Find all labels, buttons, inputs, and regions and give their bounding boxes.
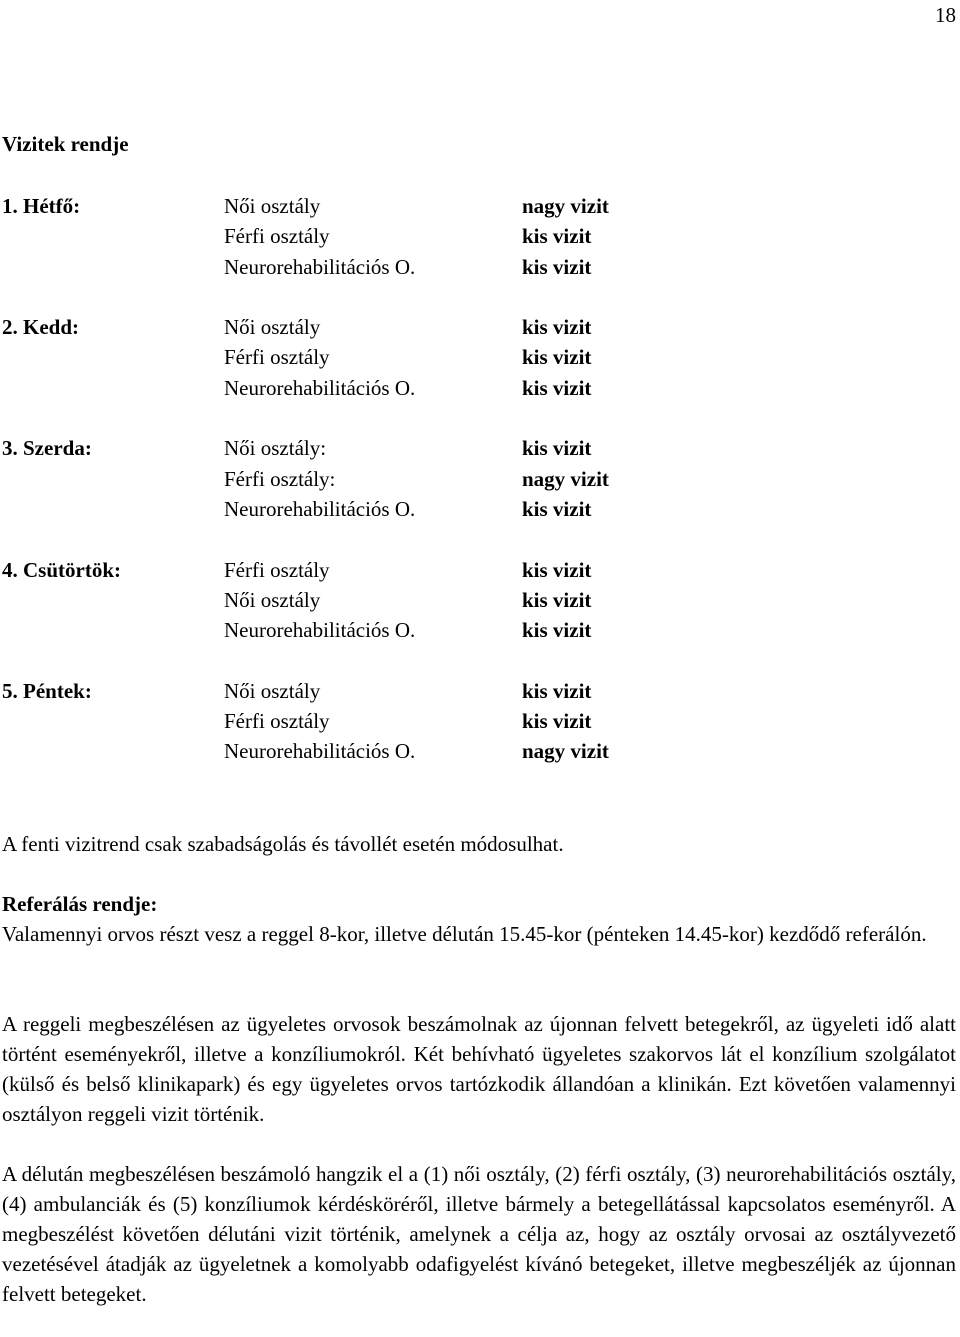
schedule-row bbox=[2, 555, 702, 585]
visit-type: kis vizit bbox=[522, 345, 592, 370]
afternoon-meeting-paragraph: A délután megbeszélésen beszámoló hangzik el a (1) női osztály, (2) férfi osztály, (3) neurorehabilitációs osztály, (4) ambulanciák és (5) konzíliumok kérdésköréről, illetve bármely a betegellátással kapcsolatos eseményről. A megbeszélést követően délutáni vizit történik, amelynek a célja az, hogy az osztály orvosai az osztályvezető vezetésével átadják az ügyeletnek a komolyabb odafigyelést kívánó betegeket, illetve megbeszéljék az újonnan felvett betegeket. bbox=[2, 1162, 956, 1306]
page-number: 18 bbox=[935, 3, 956, 27]
visit-type: kis vizit bbox=[522, 678, 592, 703]
day-block bbox=[2, 555, 702, 646]
visit-schedule bbox=[2, 191, 702, 797]
department-name: Férfi osztály bbox=[224, 224, 330, 249]
visit-type: kis vizit bbox=[522, 375, 592, 400]
day-name: Csütörtök: bbox=[23, 557, 121, 582]
department-name: Női osztály bbox=[224, 194, 321, 218]
schedule-row bbox=[2, 494, 702, 524]
day-label bbox=[2, 191, 80, 221]
day-number: 4. bbox=[2, 557, 18, 582]
day-name: Kedd: bbox=[23, 315, 80, 340]
department-name: Férfi osztály bbox=[224, 709, 330, 734]
department-name: Női osztály bbox=[224, 678, 321, 703]
department-name: Férfi osztály: bbox=[224, 466, 336, 491]
day-label bbox=[2, 676, 92, 706]
schedule-row bbox=[2, 252, 702, 282]
schedule-row bbox=[2, 312, 702, 342]
day-number: 1. bbox=[2, 194, 18, 218]
department-name: Női osztály bbox=[224, 315, 321, 340]
schedule-row bbox=[2, 373, 702, 403]
visit-type: nagy vizit bbox=[522, 194, 609, 218]
schedule-row bbox=[2, 615, 702, 645]
day-label bbox=[2, 433, 92, 463]
day-block bbox=[2, 312, 702, 403]
visit-type: kis vizit bbox=[522, 254, 592, 279]
schedule-row bbox=[2, 706, 702, 736]
visit-type: kis vizit bbox=[522, 224, 592, 249]
schedule-row bbox=[2, 433, 702, 463]
department-name: Női osztály: bbox=[224, 436, 327, 461]
day-number: 3. bbox=[2, 436, 18, 461]
visit-type: kis vizit bbox=[522, 315, 592, 340]
department-name: Neurorehabilitációs O. bbox=[224, 254, 416, 279]
department-name: Neurorehabilitációs O. bbox=[224, 618, 416, 643]
visit-type: kis vizit bbox=[522, 496, 592, 521]
day-name: Hétfő: bbox=[23, 194, 81, 218]
schedule-row bbox=[2, 221, 702, 251]
morning-meeting-paragraph: A reggeli megbeszélésen az ügyeletes orvosok beszámolnak az újonnan felvett betegekről, az ügyeleti idő alatt történt eseményekről, illetve a konzíliumokról. Két behívható ügyeletes szakorvos lát el konzílium szolgálatot (külső és belső klinikapark) és egy ügyeletes orvos tartózkodik állandóan a klinikán. Ezt követően valamennyi osztályon reggeli vizit történik. bbox=[2, 1012, 956, 1126]
referral-paragraph: Valamennyi orvos részt vesz a reggel 8-kor, illetve délután 15.45-kor (pénteken 14.45-kor) kezdődő referálón. bbox=[2, 922, 927, 946]
day-block bbox=[2, 191, 702, 282]
department-name: Neurorehabilitációs O. bbox=[224, 375, 416, 400]
day-name: Péntek: bbox=[23, 678, 92, 703]
schedule-note: A fenti vizitrend csak szabadságolás és távollét esetén módosulhat. bbox=[2, 832, 564, 856]
day-label bbox=[2, 555, 121, 585]
day-number: 2. bbox=[2, 315, 18, 340]
schedule-row bbox=[2, 736, 702, 766]
referral-heading: Referálás rendje: bbox=[2, 892, 158, 916]
schedule-row bbox=[2, 464, 702, 494]
schedule-row bbox=[2, 342, 702, 372]
schedule-row bbox=[2, 676, 702, 706]
department-name: Neurorehabilitációs O. bbox=[224, 496, 416, 521]
day-label bbox=[2, 312, 79, 342]
department-name: Férfi osztály bbox=[224, 557, 330, 582]
visit-type: kis vizit bbox=[522, 436, 592, 461]
schedule-row bbox=[2, 191, 702, 221]
visit-type: kis vizit bbox=[522, 709, 592, 734]
visit-type: kis vizit bbox=[522, 557, 592, 582]
day-name: Szerda: bbox=[23, 436, 92, 461]
visit-type: kis vizit bbox=[522, 618, 592, 643]
document-title: Vizitek rendje bbox=[2, 132, 129, 156]
day-block bbox=[2, 433, 702, 524]
visit-type: nagy vizit bbox=[522, 466, 609, 491]
department-name: Női osztály bbox=[224, 587, 321, 612]
day-number: 5. bbox=[2, 678, 18, 703]
department-name: Neurorehabilitációs O. bbox=[224, 739, 416, 764]
schedule-row bbox=[2, 585, 702, 615]
visit-type: nagy vizit bbox=[522, 739, 609, 764]
day-block bbox=[2, 676, 702, 767]
department-name: Férfi osztály bbox=[224, 345, 330, 370]
visit-type: kis vizit bbox=[522, 587, 592, 612]
